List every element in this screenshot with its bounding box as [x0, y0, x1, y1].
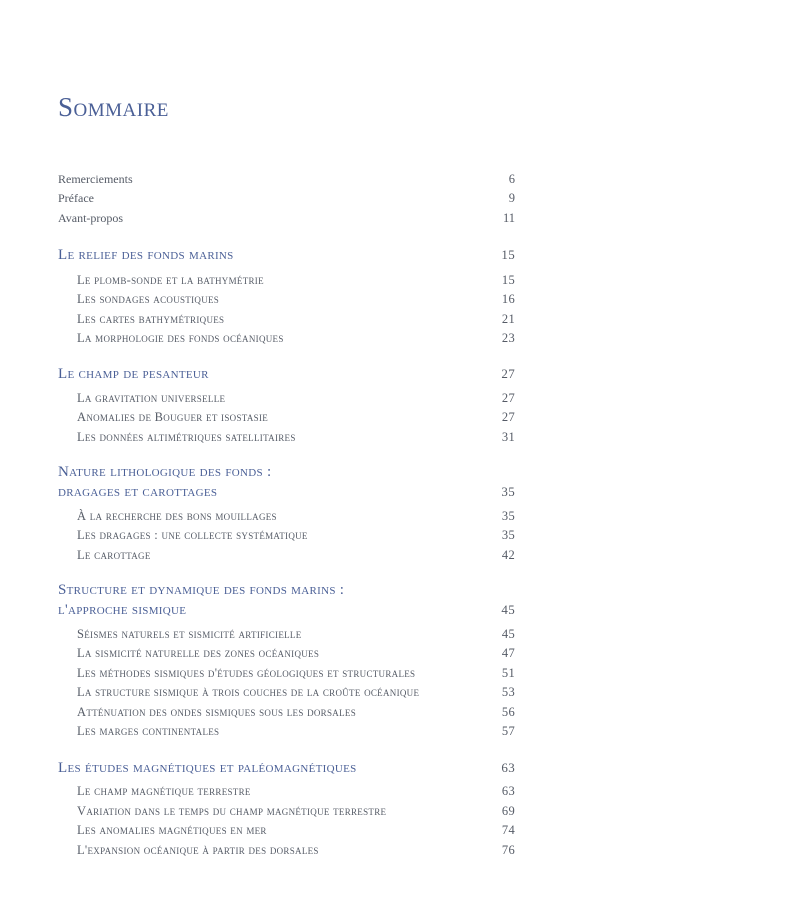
- section-label: La sismicité naturelle des zones océaniques: [77, 646, 320, 660]
- toc-page-number: 63: [501, 784, 515, 798]
- toc-page-number: 9: [508, 191, 515, 205]
- toc-page-number: 27: [501, 391, 515, 405]
- toc-section[interactable]: [77, 627, 515, 642]
- toc-section[interactable]: [77, 410, 515, 425]
- section-label: La structure sismique à trois couches de la croûte océanique: [77, 685, 420, 699]
- toc-section[interactable]: [77, 843, 515, 858]
- toc-entry-avant-propos[interactable]: [58, 211, 515, 226]
- chapter-title: Les études magnétiques et paléomagnétiques: [58, 760, 357, 776]
- section-label: Les sondages acoustiques: [77, 292, 220, 306]
- toc-chapter-5[interactable]: [58, 760, 515, 777]
- toc-page-number: 45: [501, 627, 515, 641]
- toc-page-number: 57: [501, 724, 515, 738]
- toc-section[interactable]: [77, 646, 515, 661]
- section-label: Le champ magnétique terrestre: [77, 784, 251, 798]
- chapter-title: dragages et carottages: [58, 484, 218, 500]
- toc-chapter-1[interactable]: [58, 247, 515, 264]
- toc-page-number: 31: [501, 430, 515, 444]
- toc-page-number: 35: [501, 528, 515, 542]
- section-label: Variation dans le temps du champ magnétique terrestre: [77, 804, 387, 818]
- toc-page-number: 42: [501, 548, 515, 562]
- section-label: Le carottage: [77, 548, 151, 562]
- section-label: Les marges continentales: [77, 724, 220, 738]
- toc-page-number: 11: [502, 211, 515, 225]
- chapter-title: Le champ de pesanteur: [58, 366, 209, 382]
- toc-entry-preface[interactable]: [58, 191, 515, 206]
- section-label: Les dragages : une collecte systématique: [77, 528, 308, 542]
- section-label: Les données altimétriques satellitaires: [77, 430, 296, 444]
- toc-page-number: 45: [501, 602, 515, 617]
- toc-section[interactable]: [77, 292, 515, 307]
- chapter-title-line1: Nature lithologique des fonds :: [58, 464, 272, 480]
- toc-page-number: 27: [501, 410, 515, 424]
- chapter-title: l'approche sismique: [58, 602, 187, 618]
- toc-entry-label: Avant-propos: [58, 211, 124, 225]
- section-label: L'expansion océanique à partir des dorsales: [77, 843, 319, 857]
- section-label: Les anomalies magnétiques en mer: [77, 823, 267, 837]
- chapter-title-line1: Structure et dynamique des fonds marins :: [58, 582, 345, 598]
- toc-page-number: 16: [501, 292, 515, 306]
- toc-section[interactable]: [77, 391, 515, 406]
- toc-page-number: 27: [501, 366, 515, 381]
- toc-page-number: 74: [501, 823, 515, 837]
- toc-section[interactable]: [77, 705, 515, 720]
- toc-section[interactable]: [77, 548, 515, 563]
- toc-page-number: 53: [501, 685, 515, 699]
- section-label: À la recherche des bons mouillages: [77, 509, 277, 523]
- section-label: Le plomb-sonde et la bathymétrie: [77, 273, 264, 287]
- toc-section[interactable]: [77, 430, 515, 445]
- toc-section[interactable]: [77, 804, 515, 819]
- toc-page-number: 21: [501, 312, 515, 326]
- toc-chapter-4[interactable]: [58, 602, 515, 619]
- toc-section[interactable]: [77, 528, 515, 543]
- toc-page-number: 76: [501, 843, 515, 857]
- toc-section[interactable]: [77, 724, 515, 739]
- chapter-title: Le relief des fonds marins: [58, 247, 234, 263]
- toc-entry-label: Préface: [58, 191, 94, 205]
- toc-page-number: 35: [501, 484, 515, 499]
- toc-page-number: 56: [501, 705, 515, 719]
- toc-page-number: 6: [508, 172, 515, 186]
- toc-section[interactable]: [77, 823, 515, 838]
- section-label: La morphologie des fonds océaniques: [77, 331, 284, 345]
- toc-page-number: 51: [501, 666, 515, 680]
- toc-section[interactable]: [77, 685, 515, 700]
- section-label: Anomalies de Bouguer et isostasie: [77, 410, 269, 424]
- toc-section[interactable]: [77, 509, 515, 524]
- section-label: Séismes naturels et sismicité artificielle: [77, 627, 302, 641]
- toc-section[interactable]: [77, 331, 515, 346]
- toc-entry-label: Remerciements: [58, 172, 133, 186]
- toc-page-number: 15: [501, 273, 515, 287]
- toc-section[interactable]: [77, 784, 515, 799]
- toc-entry-remerciements[interactable]: [58, 172, 515, 187]
- toc-chapter-3[interactable]: [58, 484, 515, 501]
- section-label: Les méthodes sismiques d'études géologiques et structurales: [77, 666, 416, 680]
- toc-section[interactable]: [77, 312, 515, 327]
- toc-page-number: 15: [501, 247, 515, 262]
- toc-page-number: 23: [501, 331, 515, 345]
- page-title: Sommaire: [58, 92, 169, 122]
- section-label: Les cartes bathymétriques: [77, 312, 225, 326]
- toc-page-number: 35: [501, 509, 515, 523]
- toc-section[interactable]: [77, 666, 515, 681]
- toc-chapter-2[interactable]: [58, 366, 515, 383]
- toc-page-number: 69: [501, 804, 515, 818]
- toc-page-number: 47: [501, 646, 515, 660]
- toc-page-number: 63: [501, 760, 515, 775]
- section-label: La gravitation universelle: [77, 391, 226, 405]
- toc-section[interactable]: [77, 273, 515, 288]
- section-label: Atténuation des ondes sismiques sous les dorsales: [77, 705, 356, 719]
